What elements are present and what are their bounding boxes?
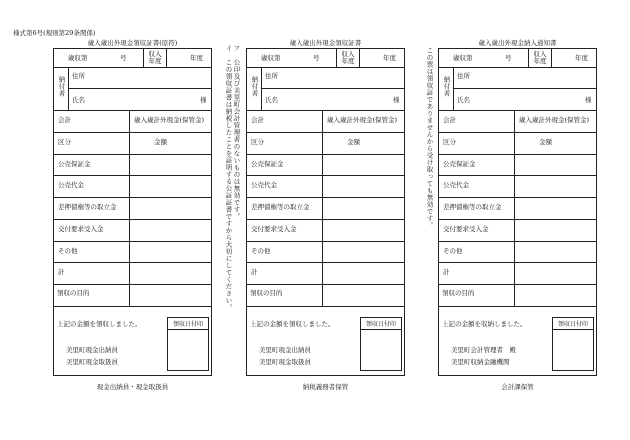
name-label: 氏名: [265, 96, 278, 104]
form-3: [438, 48, 597, 376]
payer-label: 納付者: [57, 76, 66, 97]
row-label: 計: [443, 268, 450, 277]
nendo-label: 年度: [383, 54, 396, 62]
address-label: 住所: [72, 72, 85, 80]
date-stamp-box: [552, 317, 594, 371]
signer-1: 美里町現金出納員: [259, 346, 311, 354]
row-label: 差押債権等の取立金: [58, 203, 117, 211]
row-label: 計: [58, 268, 65, 277]
note-a: ア 公印及び美里町会計管理者のないものは無効です。: [232, 45, 241, 220]
form-2: [246, 48, 405, 376]
row-label: その他: [443, 246, 463, 255]
row-label: 区分: [443, 137, 456, 146]
row-label: 公売保証金: [443, 159, 476, 168]
address-label: 住所: [265, 72, 278, 80]
row-label: 公売代金: [443, 181, 469, 190]
note-c: この票は領収証でありませんから受け取っても無効です。: [425, 47, 434, 229]
row-label: 会計: [443, 116, 456, 124]
form-title: 歳入歳出外現金納入通知書: [478, 39, 557, 47]
receipt-text: 上記の金額を領収しました。: [57, 320, 142, 328]
row-label: 会計: [251, 116, 264, 124]
row-label: 区分: [251, 137, 264, 146]
row-value: 歳入歳計外現金(保管金): [134, 116, 205, 124]
row-label: 区分: [58, 137, 71, 146]
form-footer: 現金出納員・現金取扱員: [96, 383, 169, 391]
form-title: 歳入歳出外現金領収証書(原符): [87, 39, 178, 47]
go-label: 号: [313, 54, 320, 62]
date-stamp-box: [360, 317, 402, 371]
go-label: 号: [120, 54, 127, 62]
form-footer: 会計課保管: [501, 383, 534, 391]
address-label: 住所: [457, 72, 470, 80]
row-label: 差押債権等の取立金: [251, 203, 310, 211]
row-value: 金額: [539, 137, 552, 146]
num-label: 歳収第: [68, 54, 88, 62]
nendo-label: 年度: [190, 54, 203, 62]
row-value: 歳入歳計外現金(保管金): [327, 116, 398, 124]
row-label: 会計: [58, 116, 71, 124]
purpose-label: 領収の目的: [57, 289, 90, 297]
sama-label: 様: [393, 96, 400, 104]
form-title: 歳入歳出外現金領収証書: [289, 39, 362, 47]
num-label: 歳収第: [453, 54, 473, 62]
stamp-label: 領収日付印: [553, 319, 593, 330]
row-value: 金額: [347, 137, 360, 146]
stamp-label: 領収日付印: [361, 319, 401, 330]
fiscal-year-label: 収入 年度: [341, 50, 355, 66]
date-stamp-box: [167, 317, 209, 371]
nendo-label: 年度: [575, 54, 588, 62]
form-footer: 納税義務者保管: [302, 383, 349, 391]
note-b: イ この領収証書は納税したことを証明する公証証書ですから大切にしてください。: [224, 45, 233, 311]
signer-1: 美里町会計管理者 殿: [451, 346, 516, 354]
row-value: 歳入歳計外現金(保管金): [519, 116, 590, 124]
row-label: 公売代金: [251, 181, 277, 190]
row-value: 金額: [154, 137, 167, 146]
row-label: その他: [58, 246, 78, 255]
name-label: 氏名: [72, 96, 85, 104]
purpose-label: 領収の目的: [442, 289, 475, 297]
row-label: 交付要求受入金: [443, 224, 489, 233]
sama-label: 様: [200, 96, 207, 104]
form-number: 様式第6号(規則第29条関係): [13, 29, 96, 37]
row-label: 公売代金: [58, 181, 84, 190]
receipt-text: 上記の金額を領収しました。: [250, 320, 335, 328]
purpose-label: 領収の目的: [250, 289, 283, 297]
stamp-label: 領収日付印: [168, 319, 208, 330]
fiscal-year-label: 収入 年度: [533, 50, 547, 66]
form-1: [53, 48, 212, 376]
signer-2: 美里町収納金融機関: [451, 358, 510, 366]
row-label: 差押債権等の取立金: [443, 203, 502, 211]
signer-2: 美里町現金取扱員: [259, 358, 311, 366]
signer-1: 美里町現金出納員: [66, 346, 118, 354]
payer-label: 納付者: [250, 76, 259, 97]
num-label: 歳収第: [261, 54, 281, 62]
row-label: 交付要求受入金: [58, 224, 104, 233]
row-label: 公売保証金: [251, 159, 284, 168]
payer-label: 納付者: [442, 76, 451, 97]
row-label: 計: [251, 268, 258, 277]
name-label: 氏名: [457, 96, 470, 104]
signer-2: 美里町現金取扱員: [66, 358, 118, 366]
go-label: 号: [505, 54, 512, 62]
row-label: 公売保証金: [58, 159, 91, 168]
fiscal-year-label: 収入 年度: [148, 50, 162, 66]
row-label: 交付要求受入金: [251, 224, 297, 233]
receipt-text: 上記の金額を収納しました。: [442, 320, 527, 328]
sama-label: 様: [585, 96, 592, 104]
row-label: その他: [251, 246, 271, 255]
